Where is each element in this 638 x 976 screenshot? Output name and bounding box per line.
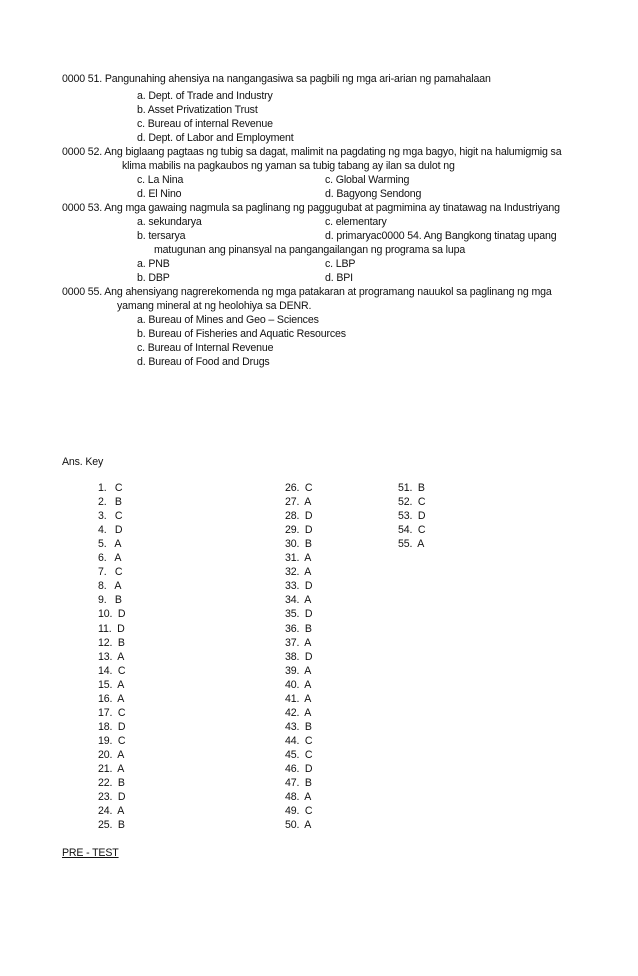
question-53-option-c: c. elementary — [325, 216, 387, 228]
question-53-option-d: d. primaryac0000 54. Ang Bangkong tinatag upang — [325, 230, 557, 242]
answer-key-entry: 42. A — [285, 706, 312, 719]
question-53-option-b: b. tersarya — [137, 230, 186, 242]
answer-key-entry: 27. A — [285, 496, 312, 509]
answer-key-entry: 51. B — [398, 482, 425, 494]
answer-key-entry: 34. A — [285, 594, 312, 607]
answer-key-entry: 44. C — [285, 734, 313, 747]
answer-key-entry: 2. B — [98, 496, 122, 509]
question-53-text: 0000 53. Ang mga gawaing nagmula sa paglinang ng paggugubat at pagmimina ay tinatawag na Industriyang — [62, 202, 560, 214]
answer-key-entry: 11. D — [98, 622, 125, 635]
answer-key-entry: 38. D — [285, 650, 313, 663]
answer-key-entry: 9. B — [98, 594, 122, 607]
answer-key-entry: 32. A — [285, 566, 312, 579]
answer-key-entry: 20. A — [98, 748, 125, 761]
answer-key-entry: 48. A — [285, 791, 312, 804]
answer-key-entry: 3. C — [98, 510, 123, 523]
answer-key-entry: 15. A — [98, 678, 125, 691]
answer-key-entry: 39. A — [285, 664, 312, 677]
question-55-option-d: d. Bureau of Food and Drugs — [137, 356, 270, 368]
answer-key-entry: 4. D — [98, 524, 123, 537]
question-52-option-b: d. El Nino — [137, 188, 182, 200]
answer-key-entry: 7. C — [98, 566, 123, 579]
answer-key-entry: 25. B — [98, 819, 125, 832]
answer-key-entry: 29. D — [285, 524, 313, 537]
question-52-option-c: c. Global Warming — [325, 174, 410, 186]
answer-key-entry: 8. A — [98, 580, 122, 593]
answer-key-entry: 5. A — [98, 538, 122, 551]
answer-key-entry: 40. A — [285, 678, 312, 691]
answer-key-entry: 19. C — [98, 734, 126, 747]
answer-key-entry: 53. D — [398, 510, 426, 523]
answer-key-entry: 33. D — [285, 580, 313, 593]
answer-key-entry: 1. C — [98, 482, 123, 494]
question-54-option-a: a. PNB — [137, 258, 170, 270]
answer-key-entry: 55. A — [398, 538, 425, 551]
answer-key-entry: 41. A — [285, 692, 312, 705]
answer-key-entry: 54. C — [398, 524, 426, 537]
question-52-option-d: d. Bagyong Sendong — [325, 188, 422, 200]
question-54-option-b: b. DBP — [137, 272, 170, 284]
answer-key-entry: 28. D — [285, 510, 313, 523]
answer-key-entry: 49. C — [285, 805, 313, 818]
answer-key-entry: 18. D — [98, 720, 126, 733]
answer-key-entry: 50. A — [285, 819, 312, 832]
question-52-text: 0000 52. Ang biglaang pagtaas ng tubig sa dagat, malimit na pagdating ng mga bagyo, higit na halumigmig sa — [62, 146, 562, 158]
question-55-text: 0000 55. Ang ahensiyang nagrerekomenda ng mga patakaran at programang nauukol sa paglinang ng mga — [62, 286, 552, 298]
answer-key-entry: 17. C — [98, 706, 126, 719]
question-51-option-a: a. Dept. of Trade and Industry — [137, 90, 273, 102]
answer-key-entry: 47. B — [285, 777, 312, 790]
answer-key-entry: 31. A — [285, 552, 312, 565]
question-51-option-c: c. Bureau of internal Revenue — [137, 118, 273, 130]
question-52-text-cont: klima mabilis na pagkaubos ng yaman sa tubig tabang ay ilan sa dulot ng — [122, 160, 455, 172]
question-54-text: matugunan ang pinansyal na pangangailangan ng programa sa lupa — [154, 244, 466, 256]
answer-key-entry: 14. C — [98, 664, 126, 677]
question-55-option-a: a. Bureau of Mines and Geo – Sciences — [137, 314, 319, 326]
answer-key-entry: 23. D — [98, 791, 126, 804]
answer-key-entry: 22. B — [98, 777, 125, 790]
answer-key-title: Ans. Key — [62, 456, 104, 468]
answer-key-entry: 43. B — [285, 720, 312, 733]
answer-key-entry: 26. C — [285, 482, 313, 494]
answer-key-entry: 35. D — [285, 608, 313, 621]
question-51-text: 0000 51. Pangunahing ahensiya na nangangasiwa sa pagbili ng mga ari-arian ng pamahalaan — [62, 73, 491, 85]
question-55-option-b: b. Bureau of Fisheries and Aquatic Resources — [137, 328, 346, 340]
question-51-option-b: b. Asset Privatization Trust — [137, 104, 258, 116]
pre-test-heading: PRE - TEST — [62, 847, 119, 859]
answer-key-entry: 30. B — [285, 538, 312, 551]
question-51-option-d: d. Dept. of Labor and Employment — [137, 132, 294, 144]
question-54-option-c: c. LBP — [325, 258, 356, 270]
answer-key-entry: 37. A — [285, 636, 312, 649]
answer-key-entry: 21. A — [98, 763, 125, 775]
question-52-option-a: c. La Nina — [137, 174, 184, 186]
question-54-option-d: d. BPI — [325, 272, 353, 284]
question-55-option-c: c. Bureau of Internal Revenue — [137, 342, 274, 354]
answer-key-entry: 24. A — [98, 805, 125, 818]
answer-key-entry: 46. D — [285, 763, 313, 775]
answer-key-entry: 13. A — [98, 650, 125, 663]
answer-key-entry: 16. A — [98, 692, 125, 705]
answer-key-entry: 36. B — [285, 622, 312, 635]
answer-key-entry: 6. A — [98, 552, 122, 565]
answer-key-entry: 45. C — [285, 748, 313, 761]
answer-key-entry: 12. B — [98, 636, 125, 649]
answer-key-entry: 52. C — [398, 496, 426, 509]
question-53-option-a: a. sekundarya — [137, 216, 202, 228]
question-55-text-cont: yamang mineral at ng heolohiya sa DENR. — [117, 300, 312, 312]
answer-key-entry: 10. D — [98, 608, 126, 621]
